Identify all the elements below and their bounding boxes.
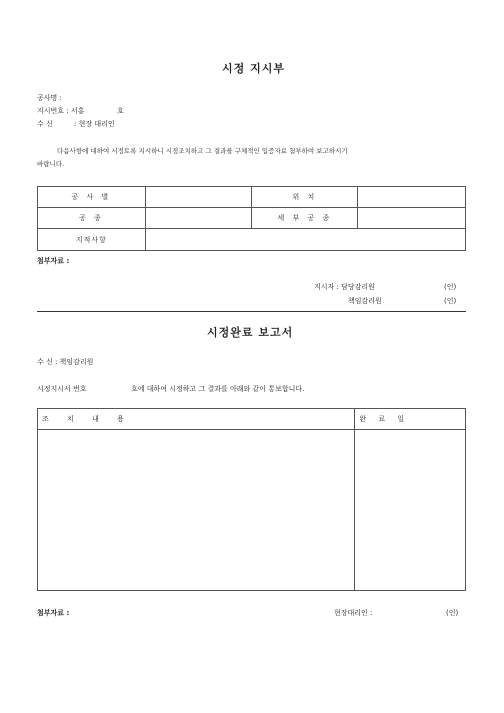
completion-date-value — [355, 430, 466, 591]
instruction-body-line2: 바랍니다. — [37, 160, 65, 168]
location-header: 위 치 — [252, 187, 358, 208]
location-value — [358, 187, 466, 208]
signer-label: 지시자 : 담당감리원 — [314, 283, 375, 291]
instruction-table — [37, 186, 466, 251]
site-agent-label: 현장대리인 : — [334, 609, 373, 617]
report-attachments-label: 첨부자료 : — [37, 609, 70, 617]
sub-category-value — [358, 208, 466, 229]
instruction-attachments-label: 첨부자료 : — [37, 257, 70, 265]
project-name-label: 공사명 : — [37, 94, 62, 102]
instruction-title: 시정 지시부 — [222, 62, 285, 75]
remarks-value — [145, 229, 465, 251]
site-agent-seal: (인) — [446, 609, 459, 617]
instruction-number-label: 지시번호 : 서홍 — [37, 107, 85, 115]
instruction-body-line1: 다음사항에 대하여 시정토록 지시하니 시정조치하고 그 결과를 구체적인 입증자료 첨부하여 보고하시기 — [57, 147, 348, 155]
work-type-value — [145, 187, 252, 208]
action-details-value — [38, 430, 355, 591]
report-recipient: 수 신 : 책임감리원 — [37, 358, 94, 366]
section-divider — [37, 311, 466, 312]
remarks-header: 지적사항 — [38, 229, 146, 251]
signer-seal: (인) — [444, 283, 457, 291]
recipient-value: : 현장 대리인 — [74, 120, 115, 128]
report-reference-text: 호에 대하여 시정하고 그 결과를 아래와 같이 통보합니다. — [131, 385, 305, 393]
completion-date-header: 완 료 일 — [355, 409, 466, 430]
instruction-number-suffix: 호 — [117, 107, 124, 115]
report-title: 시정완료 보고서 — [207, 326, 294, 339]
chief-supervisor-label: 책임감리원 — [348, 297, 382, 305]
work-type-header: 공 사 별 — [38, 187, 146, 208]
category-value — [145, 208, 252, 229]
category-header: 공 종 — [38, 208, 146, 229]
report-table — [37, 408, 466, 591]
recipient-label: 수 신 — [37, 120, 53, 128]
report-reference-label: 시정지시서 번호 — [37, 385, 87, 393]
chief-supervisor-seal: (인) — [444, 297, 457, 305]
action-details-header: 조 치 내 용 — [38, 409, 355, 430]
sub-category-header: 세 부 공 종 — [252, 208, 358, 229]
